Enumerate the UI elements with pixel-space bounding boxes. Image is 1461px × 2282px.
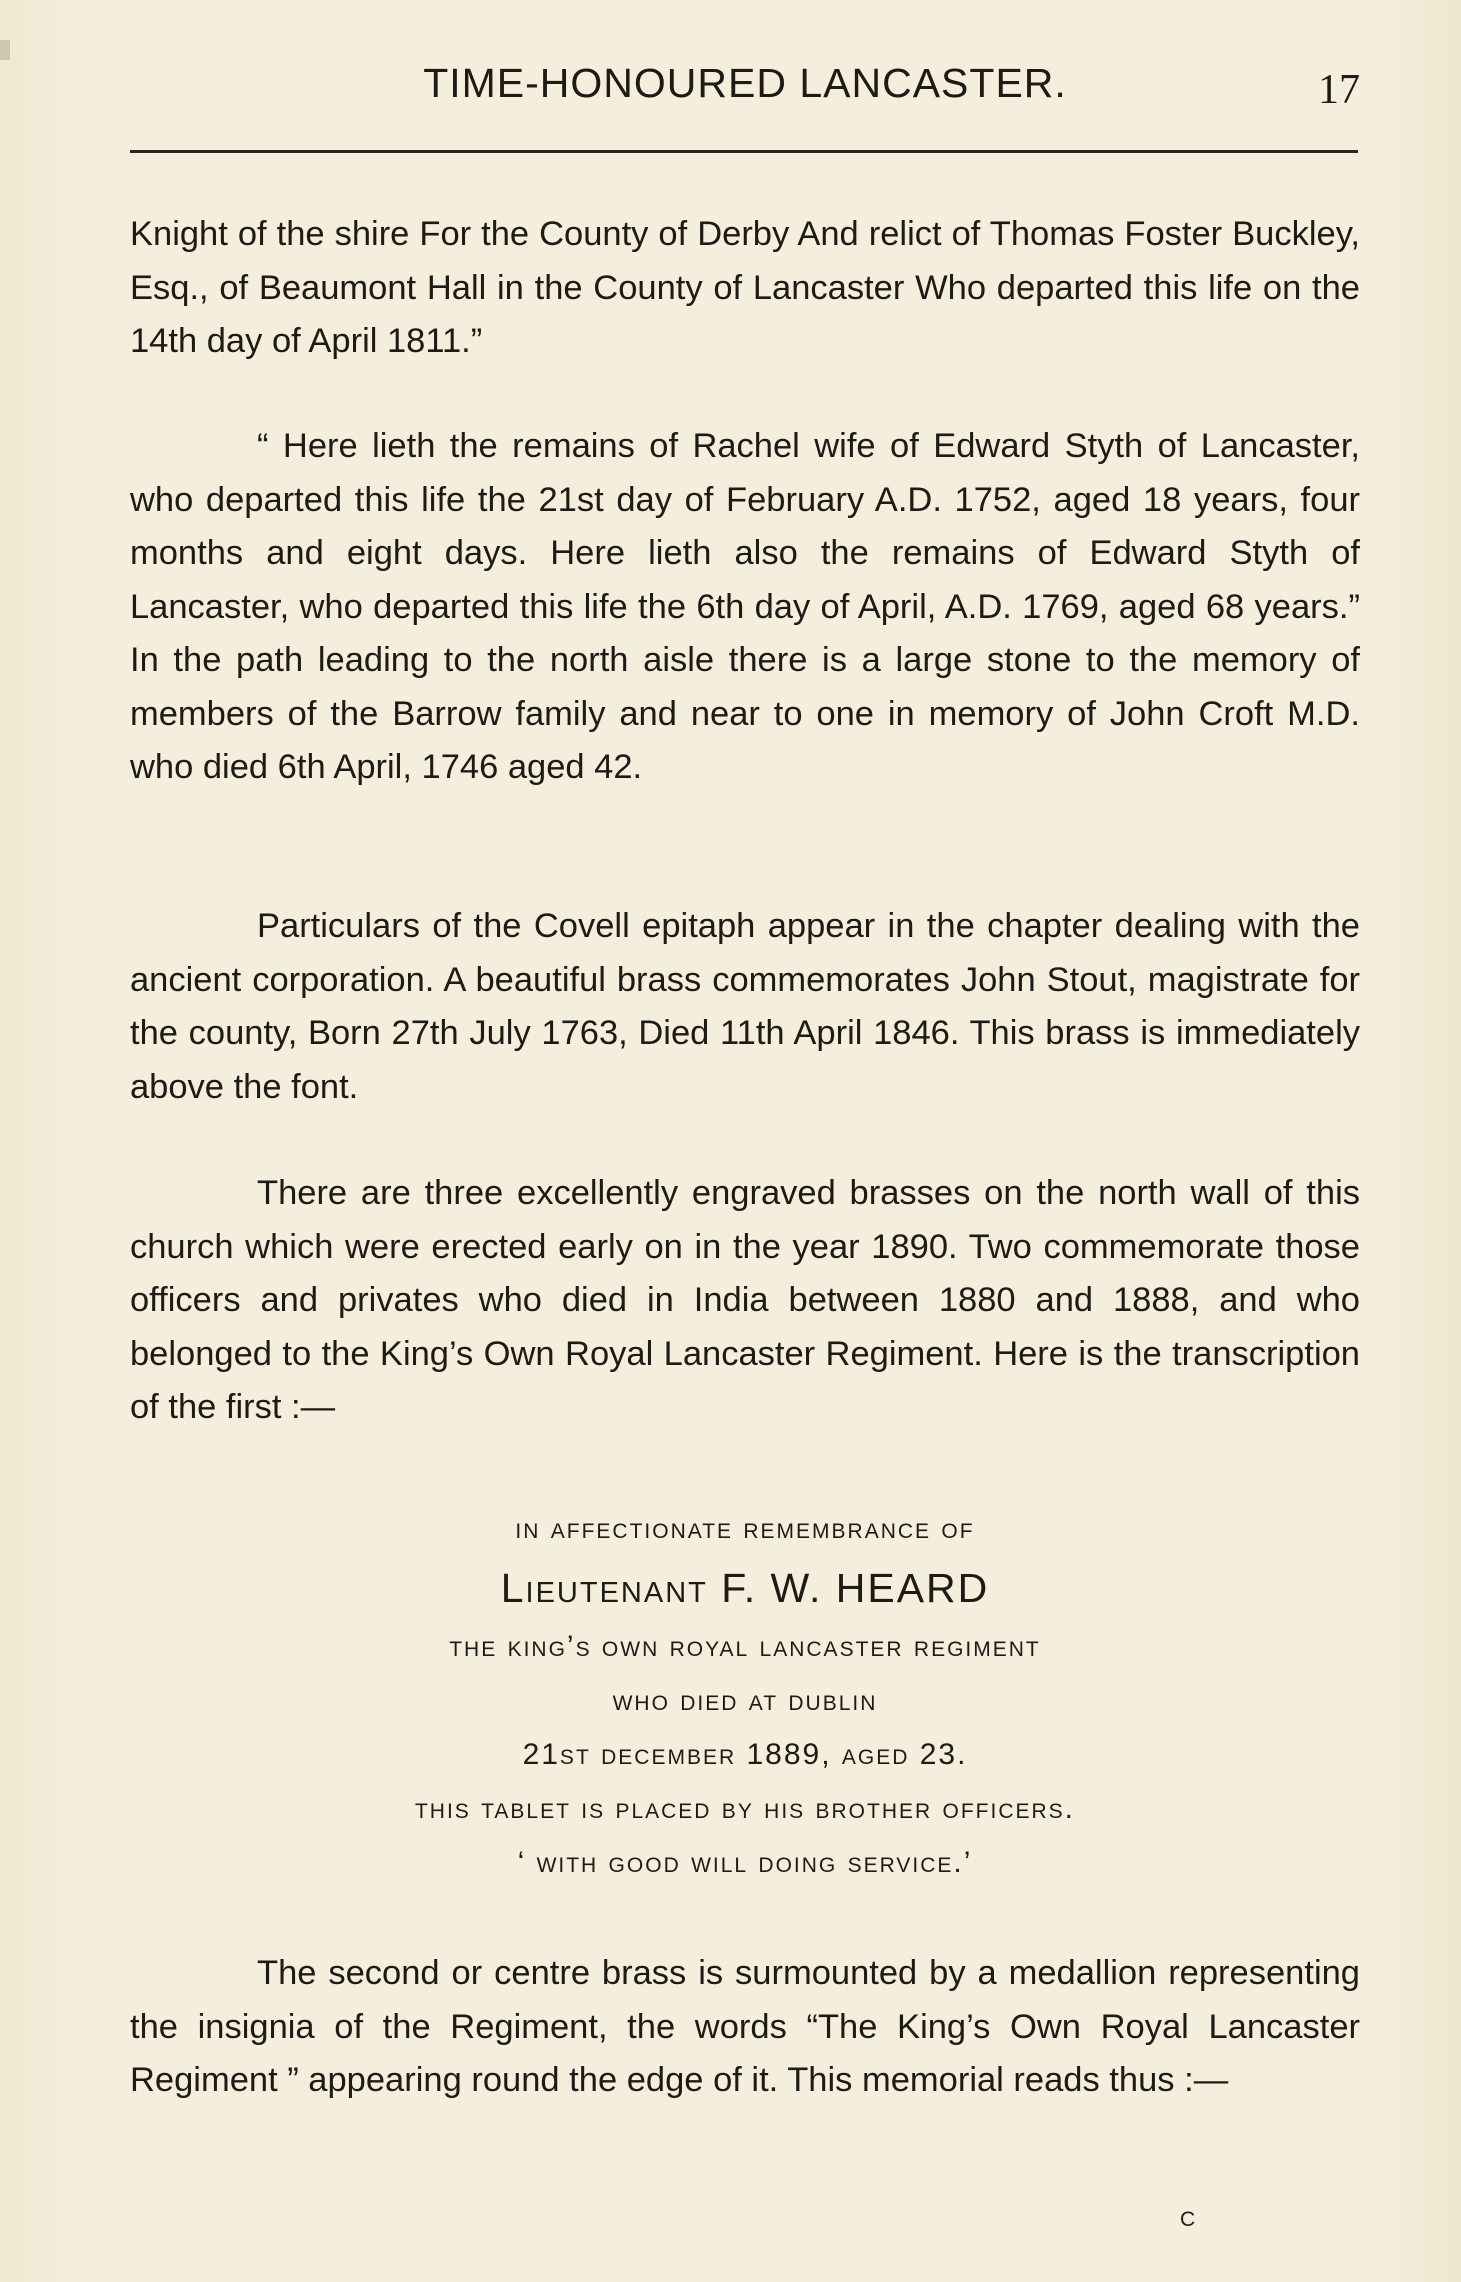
paragraph-styth-epitaph — [130, 420, 1360, 795]
paragraph-centre-brass — [130, 1947, 1360, 2108]
page-header — [130, 52, 1360, 112]
paragraph-text: The second or centre brass is surmounted by a medallion representing the insignia of the Regiment, the words “The King’s Own Royal Lancaster Regiment ” appearing round the edge of it. This memorial reads thus :— — [130, 1954, 1360, 2099]
inscription-line-date: 21st december 1889, aged 23. — [522, 1738, 968, 1771]
running-title: TIME-HONOURED LANCASTER. — [423, 60, 1067, 106]
header-rule — [130, 150, 1358, 153]
memorial-inscription — [130, 1502, 1360, 1890]
paragraph-epitaph-end — [130, 208, 1360, 369]
paragraph-text: Knight of the shire For the County of Derby And relict of Thomas Foster Buckley, Esq., of Beaumont Hall in the County of Lancaster Who departed this life on the 14th day of April 1811.” — [130, 215, 1360, 360]
inscription-line-name: Lieutenant F. W. HEARD — [500, 1565, 990, 1611]
paragraph-covell-epitaph — [130, 900, 1360, 1114]
paragraph-text: “ Here lieth the remains of Rachel wife of Edward Styth of Lancaster, who departed this life the 21st day of February A.D. 1752, aged 18 years, four months and eight days. Here lieth also the remains of Edward Styth of Lancaster, who departed this life the 6th day of April, A.D. 1769, aged 68 years.” In the path leading to the north aisle there is a large stone to the memory of members of the Barrow family and near to one in memory of John Croft M.D. who died 6th April, 1746 aged 42. — [130, 427, 1360, 786]
inscription-line-motto: ‘ with good will doing service.’ — [517, 1846, 973, 1879]
page-number: 17 — [1318, 67, 1360, 113]
inscription-line-tablet: this tablet is placed by his brother officers. — [414, 1792, 1076, 1825]
paragraph-engraved-brasses — [130, 1167, 1360, 1435]
paragraph-text: There are three excellently engraved brasses on the north wall of this church which were erected early on in the year 1890. Two commemorate those officers and privates who died in India between 1880 and 1888, and who belonged to the King’s Own Royal Lancaster Regiment. Here is the transcription of the first :— — [130, 1174, 1360, 1426]
signature-mark: c — [1180, 2200, 1196, 2233]
inscription-line-died-at: who died at dublin — [612, 1684, 878, 1717]
inscription-line-regiment: the king’s own royal lancaster regiment — [449, 1630, 1041, 1663]
page-edge-mark — [0, 40, 10, 60]
paragraph-text: Particulars of the Covell epitaph appear in the chapter dealing with the ancient corporation. A beautiful brass commemorates John Stout, magistrate for the county, Born 27th July 1763, Died 11th April 1846. This brass is immediately above the font. — [130, 907, 1360, 1106]
inscription-line-remembrance: in affectionate remembrance of — [515, 1512, 975, 1545]
